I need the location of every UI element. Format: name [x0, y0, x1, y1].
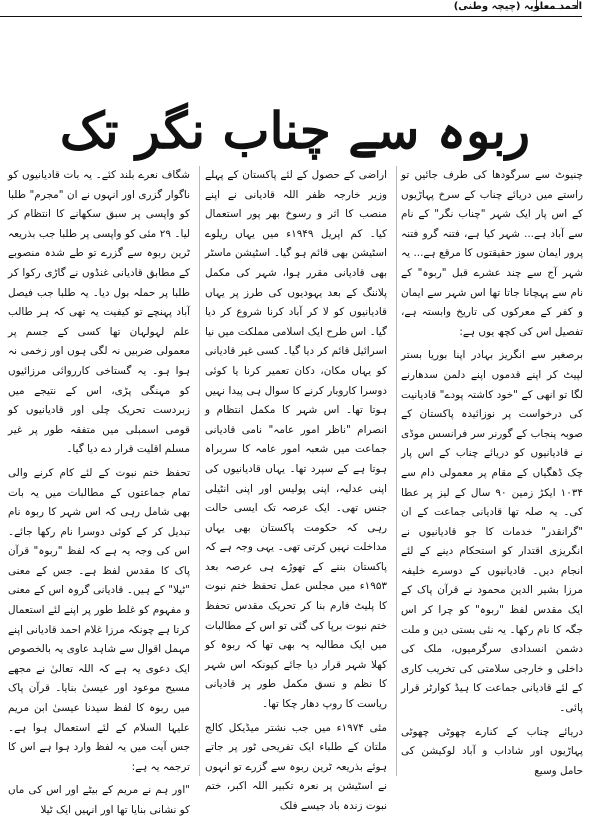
paragraph: "اور ہم نے مریم کے بیٹے اور اس کی ماں کو نشانی بنایا تھا اور انہیں ایک ٹیلا	[8, 784, 190, 816]
paragraph: چنیوٹ سے سرگودھا کی طرف جائیں تو راستے میں دریائے چناب کے سرخ پہاڑیوں کے اس پار ایک شہر "چناب نگر" کے نام سے آباد ہے... شہر کیا ہے، فتنہ گرو فتنہ پرور ایمان سوز حقیقتوں کا مرقع ہے... یہ شہر آج سے چند عشرے قبل "ربوہ" کے نام سے پہچانا جاتا تھا اس شہر سے ایمان و کفر کے معرکوں کی تاریخ وابستہ ہے، تفصیل اس کی کچھ یوں ہے:	[401, 169, 583, 338]
paragraph: شگاف نعرے بلند کئے۔ یہ بات قادیانیوں کو ناگوار گزری اور انہوں نے ان "مجرم" طلبا کو واپسی پر سبق سکھانے کا انتظام کر لیا۔ ۲۹ مئی کو واپسی پر طلبا جب بذریعہ ٹرین ربوہ سے گزرے تو طے شدہ منصوبے کے مطابق قادیانی غنڈوں نے گاڑی رکوا کر طلبا پر حملہ بول دیا۔ یہ طلبا جب فیصل آباد پہنچے تو کیفیت یہ تھی کہ ہر طالب علم لہولہان تھا کسی کے جسم پر معمولی ضربیں نہ لگی ہوں اور زخمی نہ ہوا ہو۔ یہ گستاخی کارروائی مرزائیوں کو مہنگی پڑی، اس کے نتیجے میں زبردست تحریک چلی اور قادیانیوں کو قومی اسمبلی میں متفقہ طور پر غیر مسلم اقلیت قرار دے دیا گیا۔	[8, 169, 190, 456]
column-divider	[199, 166, 200, 776]
author-byline: احمد معاویہ (چیچہ وطنی)	[453, 1, 582, 12]
paragraph: اراضی کے حصول کے لئے پاکستان کے پہلے وزیر خارجہ ظفر اللہ قادیانی نے اپنے منصب کا اثر و رسوخ بھر پور استعمال کیا۔ کم اپریل ۱۹۴۹ء میں یہاں ریلوے اسٹیشن بھی قائم ہو گیا۔ اسٹیشن ماسٹر بھی قادیانی مقرر ہوا، شہر کی مکمل پلاننگ کے بعد یہودیوں کی طرز پر یہاں قادیانیوں کو لا کر آباد کرنا شروع کر دیا گیا۔ اس طرح ایک اسلامی مملکت میں نیا اسرائیل قائم کر دیا گیا۔ کسی غیر قادیانی کو یہاں مکان، دکان تعمیر کرنا یا کوئی دوسرا کاروبار کرنے کا سوال ہی پیدا نہیں ہوتا تھا۔ اس شہر کا مکمل انتظام و انصرام "ناظر امور عامہ" نامی قادیانی جماعت میں شعبہ امور عامہ کا سربراہ ہوتا ہے کے سپرد تھا۔ یہاں قادیانیوں کی اپنی عدلیہ، اپنی پولیس اور اپنی انٹیلی جنس تھی۔ ایک عرصہ تک ایسی حالت رہی کہ حکومت پاکستان بھی یہاں مداخلت نہیں کرتی تھی۔ یہی وجہ ہے کہ پاکستان بننے کے تھوڑے ہی عرصہ بعد ۱۹۵۳ء میں مجلس عمل تحفظ ختم نبوت کا پلیٹ فارم بنا کر تحریک مقدس تحفظ ختم نبوت برپا کی گئی تو اس کے مطالبات میں ایک مطالبہ یہ بھی تھا کہ ربوہ کو کھلا شہر قرار دیا جائے کیونکہ اس شہر کا نظم و نسق مکمل طور پر قادیانی ریاست کا روپ دھار چکا تھا۔	[205, 169, 387, 711]
article-column-right	[401, 166, 583, 786]
article-headline: ربوہ سے چناب نگر تک	[59, 101, 530, 160]
paragraph: تحفظ ختم نبوت کے لئے کام کرنے والی تمام جماعتوں کے مطالبات میں یہ بات بھی شامل رہی کہ اس شہر کا ربوہ نام تبدیل کر کے کوئی دوسرا نام رکھا جائے۔ اس کی وجہ یہ ہے کہ لفظ "ربوہ" قرآن پاک کا مقدس لفظ ہے۔ جس کے معنی "ٹیلا" کے ہیں۔ قادیانی گروہ اس کے معنی و مفہوم کو غلط طور پر اپنے لئے استعمال کرتا ہے چونکہ مرزا غلام احمد قادیانی اپنے مہمل اقوال سے شاہد عاوی یہ بالخصوص ایک دعوی یہ ہے کہ اللہ تعالیٰ نے مجھے مسیح موعود اور عیسیٰ بنایا۔ قرآن پاک میں ربوہ کا لفظ سیدنا عیسیٰ ابن مریم علیہا السلام کے لئے استعمال ہوا ہے۔ جس آیت میں یہ لفظ وارد ہوا ہے اس کا ترجمہ یہ ہے:	[8, 466, 190, 773]
paragraph: دریائے چناب کے کنارے چھوٹی چھوٹی پہاڑیوں اور شاداب و آباد لوکیشن کی حامل وسیع	[401, 725, 583, 777]
header-rule	[0, 16, 582, 17]
paragraph: برصغیر سے انگریز بہادر اپنا بوریا بستر لپیٹ کر اپنے قدموں اپنے دلمن سدھارنے لگا تو انھی کے "خود کاشتہ پودے" قادیانیت کی درخواست پر نوزائیدہ پاکستان کے صوبہ پنجاب کے گورنر سر فرانسس موڈی نے قادیانیوں کو دریائے چناب کے اس پار چک ڈھگیاں کے مقام پر معمولی دام سے ۱۰۳۴ ایکڑ زمین ۹۰ سال کے لیز پر عطا کی۔ یہ صلہ تھا قادیانی جماعت کے ان "گرانقدر" خدمات کا جو قادیانیوں نے انگریزی اقتدار کو استحکام دینے کے لئے انجام دیں۔ قادیانیوں کے دوسرے خلیفہ مرزا بشیر الدین محمود نے قرآن پاک کے ایک مقدس لفظ "ربوہ" کو چرا کر اس جگہ کا نام رکھا۔ یہ نئی بستی دین و ملت دشمن انسدادی سرگرمیوں، ملک کی داخلی و خارجی سلامتی کی تخریب کاری کے لئے قادیانی جماعت کا ہیڈ کوارٹر قرار پائی۔	[401, 349, 583, 715]
column-divider	[396, 166, 397, 776]
article-column-left	[8, 166, 190, 816]
article-column-middle	[205, 166, 387, 812]
paragraph: مئی ۱۹۷۴ء میں جب نشتر میڈیکل کالج ملتان کے طلباء ایک تفریحی ٹور پر جاتے ہوئے بذریعہ ٹرین ربوہ سے گزرے تو انہوں نے اسٹیشن پر نعرہ تکبیر اللہ اکبر، ختم نبوت زندہ باد جیسے فلک	[205, 721, 387, 812]
